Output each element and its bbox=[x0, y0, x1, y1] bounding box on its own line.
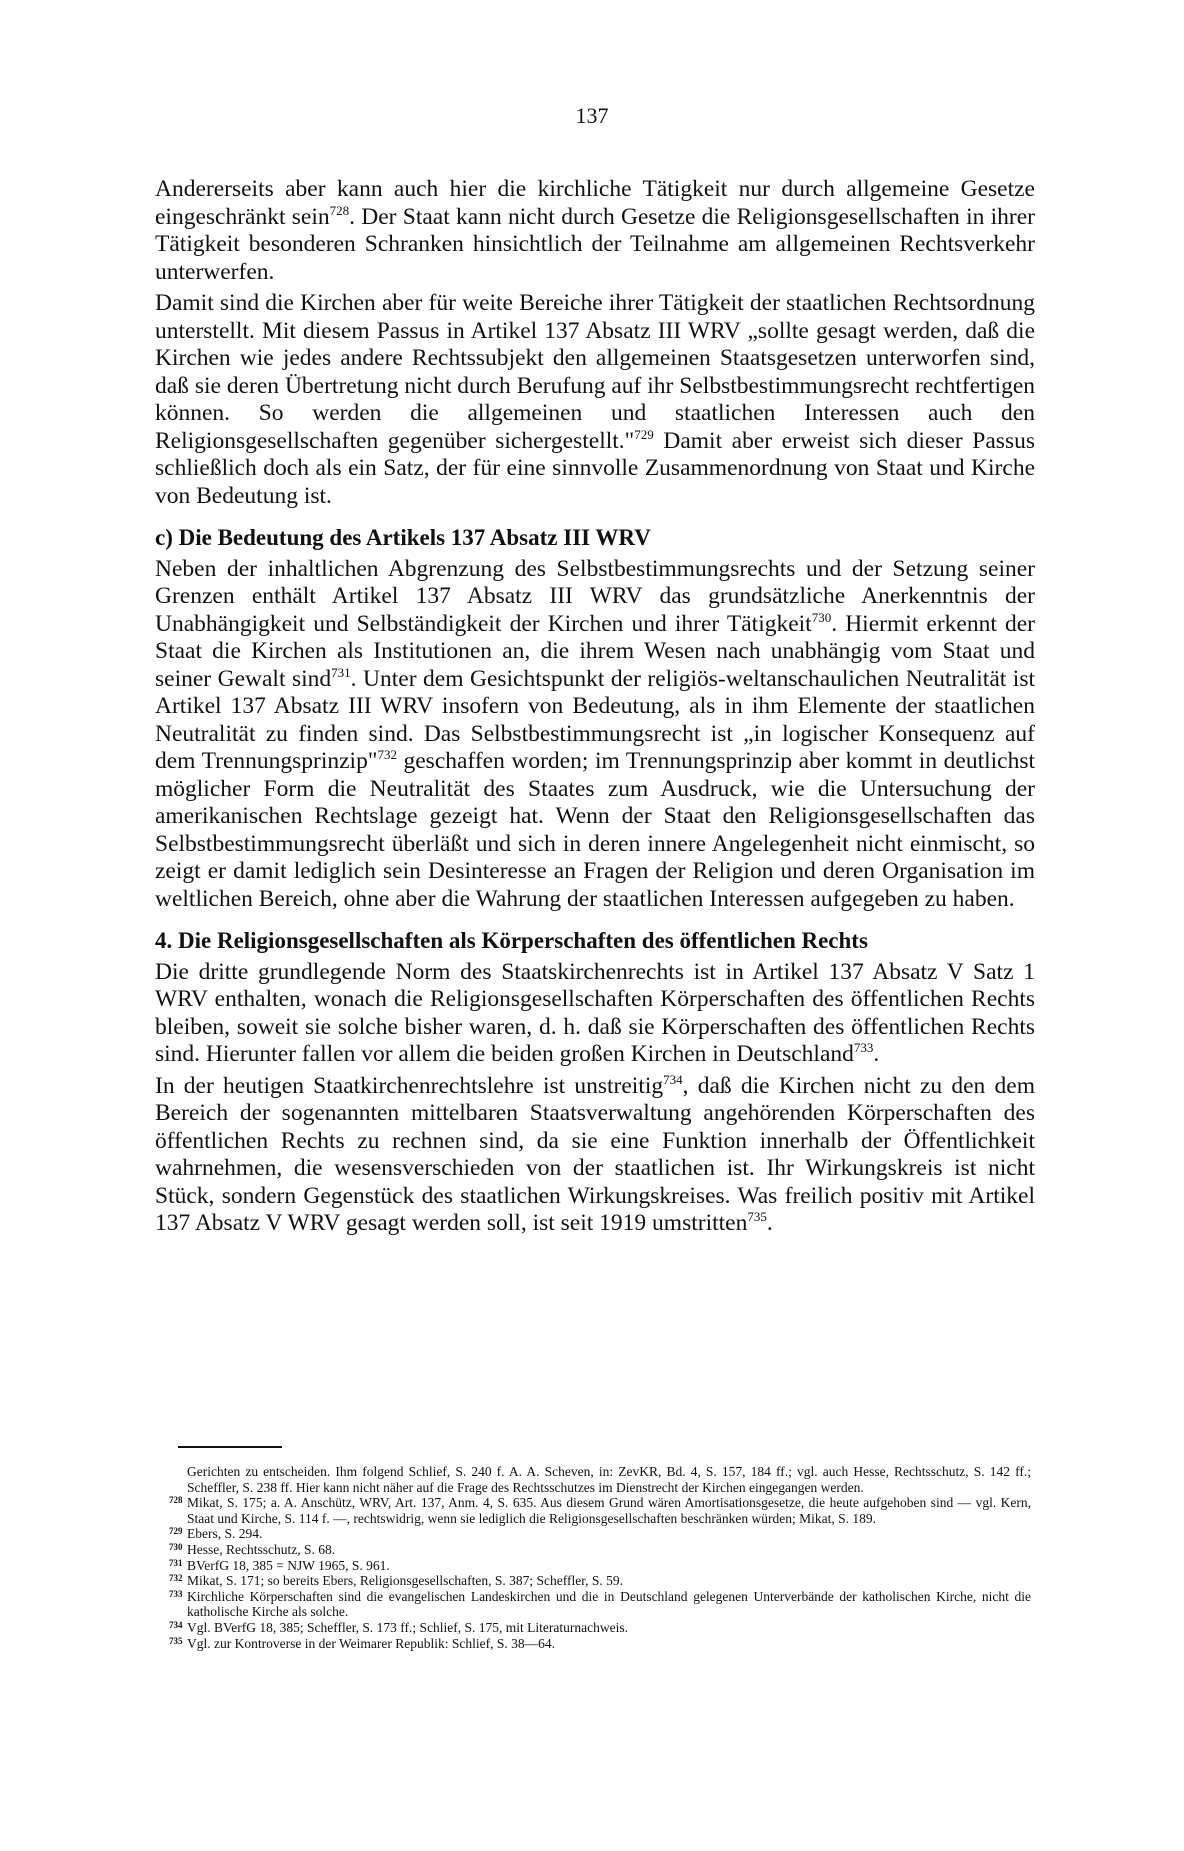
footnote-text: Mikat, S. 175; a. A. Anschütz, WRV, Art. 137, Anm. 4, S. 635. Aus diesem Grund wären Amortisationsgesetze, die heute aufgehoben sind — vgl. Kern, Staat und Kirche, S. 114 f. —, rechtswidrig, wenn sie lediglich die Religionsgesellschaften beschränken würden; Mikat, S. 189. bbox=[187, 1495, 1031, 1526]
body-text bbox=[155, 176, 1035, 1242]
paragraph bbox=[155, 290, 1035, 510]
footnote bbox=[171, 1573, 1031, 1589]
text-run: . Hiermit erkennt der Staat die Kirchen als Institutionen an, die ihrem Wesen nach unabhängig vom Staat und seiner Gewalt sind bbox=[155, 610, 1035, 692]
footnote bbox=[171, 1589, 1031, 1620]
footnote-number: 732 bbox=[169, 1573, 183, 1584]
paragraph bbox=[155, 959, 1035, 1069]
footnote-ref: 734 bbox=[663, 1071, 683, 1087]
text-run: Damit sind die Kirchen aber für weite Bereiche ihrer Tätigkeit der staatlichen Rechtsordnung unterstellt. Mit diesem Passus in Artikel 137 Absatz III WRV „sollte gesagt werden, daß die Kirchen wie jedes andere Rechtssubjekt den allgemeinen Staatsgesetzen unterworfen sind, daß sie deren Übertretung nicht durch Berufung auf ihr Selbstbestimmungsrecht rechtfertigen können. So werden die allgemeinen und staatlichen Interessen auch den Religionsgesellschaften gegenüber sichergestellt." bbox=[155, 290, 1035, 454]
footnote-text: Vgl. BVerfG 18, 385; Scheffler, S. 173 ff.; Schlief, S. 175, mit Literaturnachweis. bbox=[187, 1619, 629, 1635]
footnotes bbox=[171, 1464, 1031, 1651]
text-run: Die dritte grundlegende Norm des Staatskirchenrechts ist in Artikel 137 Absatz V Satz 1 WRV enthalten, wonach die Religionsgesellschaften Körperschaften des öffentlichen Rechts bleiben, soweit sie solche bisher waren, d. h. daß sie Körperschaften des öffentlichen Rechts sind. Hierunter fallen vor allem die beiden großen Kirchen in Deutschland bbox=[155, 958, 1035, 1067]
footnote-text: Vgl. zur Kontroverse in der Weimarer Republik: Schlief, S. 38—64. bbox=[187, 1635, 555, 1651]
text-run: Neben der inhaltlichen Abgrenzung des Selbstbestimmungsrechts und der Setzung seiner Grenzen enthält Artikel 137 Absatz III WRV das grundsätzliche Anerkenntnis der Unabhängigkeit und Selbständigkeit der Kirchen und ihrer Tätigkeit bbox=[155, 555, 1035, 637]
footnote bbox=[171, 1526, 1031, 1542]
footnote-number: 735 bbox=[169, 1635, 183, 1646]
footnote-rule bbox=[178, 1446, 282, 1448]
footnote-text: Gerichten zu entscheiden. Ihm folgend Schlief, S. 240 f. A. A. Scheven, in: ZevKR, Bd. 4, S. 157, 184 ff.; vgl. auch Hesse, Rechtsschutz, S. 142 ff.; Scheffler, S. 238 ff. Hier kann nicht näher auf die Frage des Rechtsschutzes im Dienstrecht der Kirchen eingegangen werden. bbox=[187, 1464, 1031, 1495]
page-number: 137 bbox=[575, 103, 609, 128]
text-run: , daß die Kirchen nicht zu den dem Bereich der sogenannten mittelbaren Staatsverwaltung angehörenden Körperschaften des öffentlichen Rechts zu rechnen sind, da sie eine Funktion innerhalb der Öffentlichkeit wahrnehmen, die wesensverschieden von der staatlichen ist. Ihr Wirkungskreis ist nicht Stück, sondern Gegenstück des staatlichen Wirkungskreises. Was freilich positiv mit Artikel 137 Absatz V WRV gesagt werden soll, ist seit 1919 umstritten bbox=[155, 1072, 1035, 1236]
footnote bbox=[171, 1542, 1031, 1558]
footnote-text: Hesse, Rechtsschutz, S. 68. bbox=[187, 1541, 336, 1557]
section-heading: c) Die Bedeutung des Artikels 137 Absatz III WRV bbox=[155, 525, 651, 550]
text-run: geschaffen worden; im Trennungsprinzip aber kommt in deutlichst möglicher Form die Neutralität des Staates zum Ausdruck, wie die Untersuchung der amerikanischen Rechtslage gezeigt hat. Wenn der Staat den Religionsgesellschaften das Selbstbestimmungsrecht überläßt und sich in deren innere Angelegenheit nicht einmischt, so zeigt er damit lediglich sein Desinteresse an Fragen der Religion und deren Organisation im weltlichen Bereich, ohne aber die Wahrung der staatlichen Interessen aufgegeben zu haben. bbox=[155, 748, 1036, 912]
footnote-number: 730 bbox=[169, 1541, 183, 1552]
text-run: Andererseits aber kann auch hier die kirchliche Tätigkeit nur durch allgemeine Gesetze eingeschränkt sein bbox=[155, 176, 1035, 230]
paragraph bbox=[155, 176, 1035, 286]
footnote-ref: 733 bbox=[853, 1040, 874, 1056]
footnote-ref: 731 bbox=[331, 664, 351, 680]
footnote-number: 728 bbox=[169, 1495, 183, 1506]
paragraph bbox=[155, 556, 1035, 914]
footnote-number: 733 bbox=[169, 1588, 183, 1599]
footnote-text: Kirchliche Körperschaften sind die evangelischen Landeskirchen und die in Deutschland gelegenen Unterverbände der katholischen Kirche, nicht die katholische Kirche als solche. bbox=[187, 1588, 1031, 1620]
footnote bbox=[171, 1495, 1031, 1526]
footnote bbox=[171, 1636, 1031, 1652]
footnote-ref: 735 bbox=[747, 1209, 767, 1225]
footnote-text: Mikat, S. 171; so bereits Ebers, Religionsgesellschaften, S. 387; Scheffler, S. 59. bbox=[187, 1573, 624, 1589]
footnote-number: 731 bbox=[169, 1557, 183, 1568]
footnote bbox=[171, 1464, 1031, 1495]
text-run: . Der Staat kann nicht durch Gesetze die Religionsgesellschaften in ihrer Tätigkeit besonderen Schranken hinsichtlich der Teilnahme am allgemeinen Rechtsverkehr unterwerfen. bbox=[155, 203, 1035, 285]
text-run: . Unter dem Gesichtspunkt der religiös-weltanschaulichen Neutralität ist Artikel 137 Absatz III WRV insofern von Bedeutung, als in ihm Elemente der staatlichen Neutralität zu finden sind. Das Selbstbestimmungsrecht ist „in logischer Konsequenz auf dem Trennungsprinzip" bbox=[155, 665, 1035, 774]
footnote-ref: 728 bbox=[329, 202, 350, 218]
section-heading: 4. Die Religionsgesellschaften als Körperschaften des öffentlichen Rechts bbox=[155, 928, 868, 953]
footnote bbox=[171, 1620, 1031, 1636]
footnote-text: BVerfG 18, 385 = NJW 1965, S. 961. bbox=[187, 1557, 390, 1573]
footnote-number: 734 bbox=[169, 1619, 183, 1630]
text-run: . bbox=[766, 1210, 773, 1236]
text-run: In der heutigen Staatkirchenrechtslehre ist unstreitig bbox=[155, 1072, 664, 1099]
paragraph bbox=[155, 1073, 1035, 1238]
footnote-ref: 732 bbox=[377, 747, 397, 763]
footnote-ref: 729 bbox=[634, 426, 654, 442]
footnote bbox=[171, 1558, 1031, 1574]
footnote-number: 729 bbox=[169, 1526, 183, 1537]
text-run: . bbox=[873, 1041, 880, 1067]
footnote-ref: 730 bbox=[811, 609, 832, 625]
text-run: Damit aber erweist sich dieser Passus schließlich doch als ein Satz, der für eine sinnvolle Zusammenordnung von Staat und Kirche von Bedeutung ist. bbox=[155, 427, 1035, 509]
footnote-text: Ebers, S. 294. bbox=[187, 1526, 263, 1542]
